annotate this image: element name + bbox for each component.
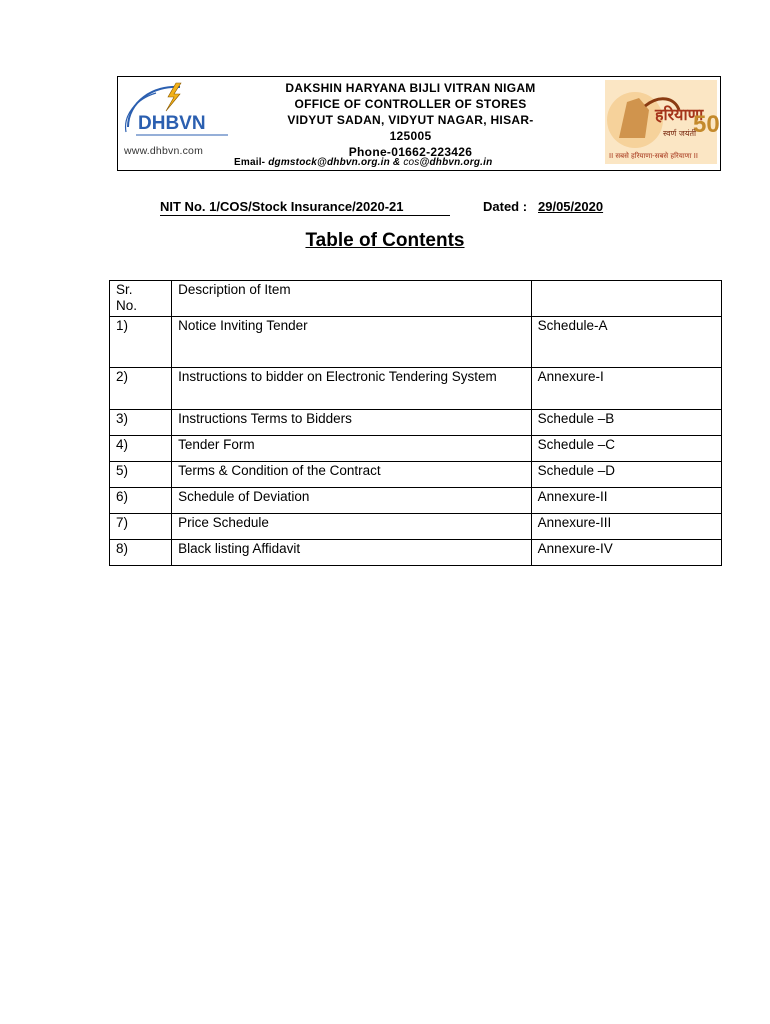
table-row bbox=[110, 317, 722, 368]
dhbvn-logo bbox=[118, 77, 233, 170]
email-label: Email- bbox=[234, 157, 266, 168]
title-text: Table of Contents bbox=[305, 230, 465, 251]
row-sr: 3) bbox=[110, 410, 172, 436]
phone: Phone-01662-223426 bbox=[348, 145, 473, 159]
row-reference: Annexure-IV bbox=[531, 540, 721, 566]
row-reference: Schedule –B bbox=[531, 410, 721, 436]
website-link[interactable]: www.dhbvn.com bbox=[124, 145, 204, 157]
office-name: OFFICE OF CONTROLLER OF STORES bbox=[294, 97, 527, 111]
row-reference: Annexure-I bbox=[531, 368, 721, 410]
svg-text:50: 50 bbox=[693, 111, 720, 138]
dated-label: Dated : bbox=[483, 199, 528, 214]
table-header-row bbox=[110, 281, 722, 317]
row-sr: 4) bbox=[110, 436, 172, 462]
svg-text:स्वर्ण जयंती: स्वर्ण जयंती bbox=[663, 129, 697, 138]
row-reference: Schedule –D bbox=[531, 462, 721, 488]
table-row bbox=[110, 514, 722, 540]
haryana-50-emblem bbox=[605, 80, 720, 164]
email-primary[interactable]: dgmstock@dhbvn.org.in bbox=[268, 157, 390, 168]
haryana-emblem-icon bbox=[605, 80, 720, 164]
table-row bbox=[110, 488, 722, 514]
header-description: Description of Item bbox=[172, 281, 532, 317]
email-secondary-user[interactable]: cos bbox=[403, 157, 420, 168]
row-description: Notice Inviting Tender bbox=[172, 317, 532, 368]
row-reference: Annexure-II bbox=[531, 488, 721, 514]
nit-number: NIT No. 1/COS/Stock Insurance/2020-21 bbox=[160, 199, 404, 214]
header-reference bbox=[531, 281, 721, 317]
dated-value: 29/05/2020 bbox=[538, 199, 604, 214]
address-line-2: 125005 bbox=[389, 129, 432, 143]
row-sr: 6) bbox=[110, 488, 172, 514]
row-reference: Schedule –C bbox=[531, 436, 721, 462]
logo-wordmark: DHBVN bbox=[138, 113, 206, 134]
row-sr: 8) bbox=[110, 540, 172, 566]
row-description: Terms & Condition of the Contract bbox=[172, 462, 532, 488]
row-sr: 1) bbox=[110, 317, 172, 368]
row-description: Instructions to bidder on Electronic Tendering System bbox=[172, 368, 532, 410]
row-description: Price Schedule bbox=[172, 514, 532, 540]
org-name: DAKSHIN HARYANA BIJLI VITRAN NIGAM bbox=[285, 81, 536, 95]
lightning-logo-icon bbox=[118, 77, 233, 147]
table-row bbox=[110, 368, 722, 410]
nit-underline bbox=[160, 215, 450, 216]
row-description: Black listing Affidavit bbox=[172, 540, 532, 566]
header-sr: Sr. bbox=[116, 282, 133, 297]
table-row bbox=[110, 436, 722, 462]
table-row bbox=[110, 540, 722, 566]
email-line bbox=[234, 157, 492, 168]
emblem-caption: II सबसे हरियाणा-सबसे हरियाणा II bbox=[609, 152, 698, 160]
row-sr: 7) bbox=[110, 514, 172, 540]
page-title bbox=[0, 230, 770, 252]
row-description: Tender Form bbox=[172, 436, 532, 462]
row-description: Schedule of Deviation bbox=[172, 488, 532, 514]
contents-table bbox=[109, 280, 722, 566]
header-sr-no bbox=[110, 281, 172, 317]
address-line-1: VIDYUT SADAN, VIDYUT NAGAR, HISAR- bbox=[287, 113, 534, 127]
letterhead-title-block bbox=[233, 80, 588, 160]
row-sr: 2) bbox=[110, 368, 172, 410]
row-sr: 5) bbox=[110, 462, 172, 488]
email-secondary-domain[interactable]: @dhbvn.org.in bbox=[419, 157, 493, 168]
letterhead bbox=[117, 76, 721, 171]
svg-text:हरियाणा: हरियाणा bbox=[655, 105, 704, 124]
row-reference: Schedule-A bbox=[531, 317, 721, 368]
header-no: No. bbox=[116, 298, 138, 313]
table-row bbox=[110, 462, 722, 488]
email-separator: & bbox=[392, 157, 401, 168]
row-reference: Annexure-III bbox=[531, 514, 721, 540]
row-description: Instructions Terms to Bidders bbox=[172, 410, 532, 436]
table-row bbox=[110, 410, 722, 436]
